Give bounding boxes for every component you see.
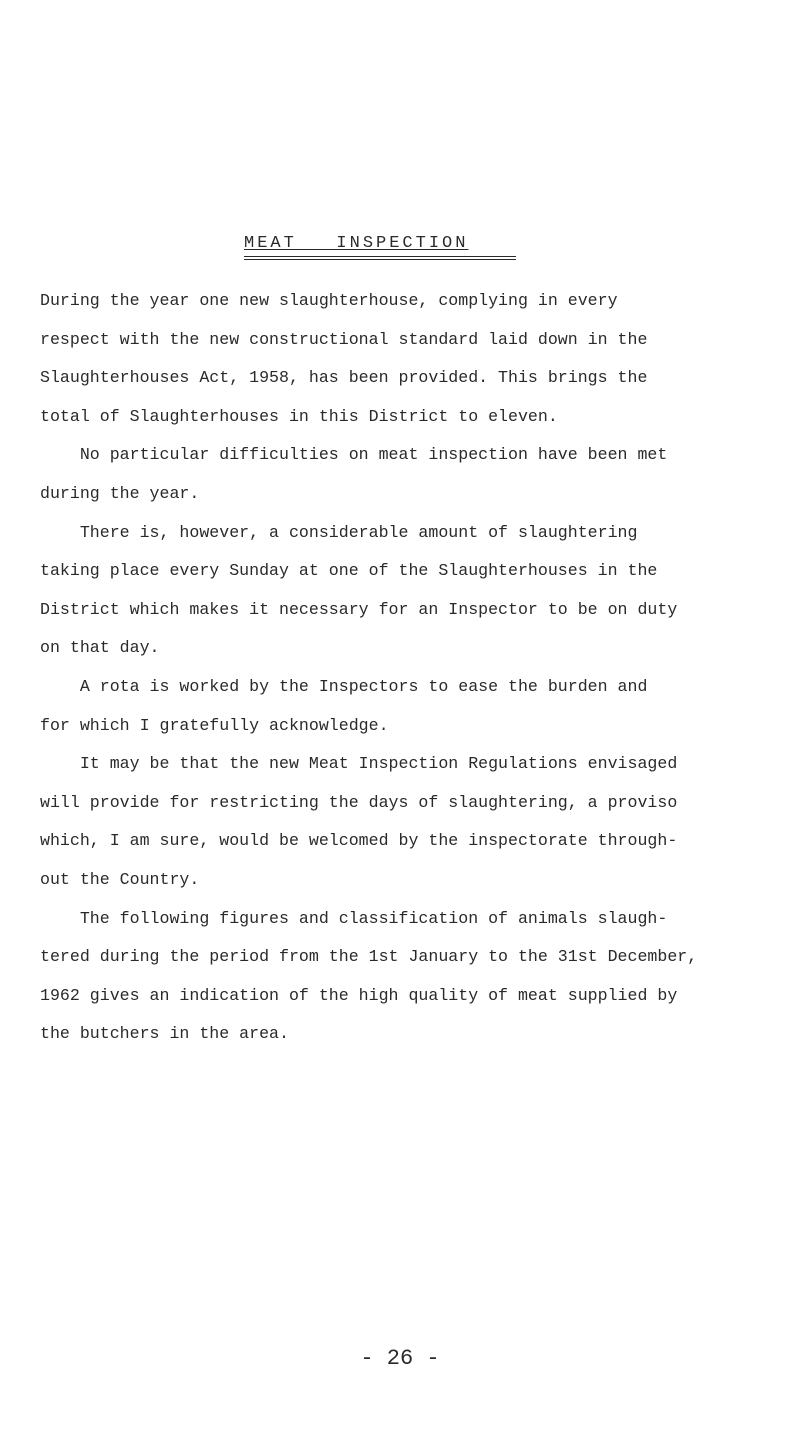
text-line: Slaughterhouses Act, 1958, has been provided. This brings the xyxy=(40,368,648,388)
text-line: for which I gratefully acknowledge. xyxy=(40,715,389,735)
text-line: During the year one new slaughterhouse, complying in every xyxy=(40,291,618,310)
text-line: There is, however, a considerable amount of slaughtering xyxy=(40,522,638,542)
text-line: It may be that the new Meat Inspection Regulations envisaged xyxy=(40,754,678,774)
text-line: tered during the period from the 1st January to the 31st December, xyxy=(40,947,698,967)
text-line: on that day. xyxy=(40,638,160,658)
text-line: District which makes it necessary for an Inspector to be on duty xyxy=(40,599,678,619)
body-text xyxy=(40,282,800,1054)
title-double-underline xyxy=(244,256,516,260)
heading-block xyxy=(244,234,544,260)
text-line: which, I am sure, would be welcomed by the inspectorate through- xyxy=(40,831,678,851)
text-line: taking place every Sunday at one of the Slaughterhouses in the xyxy=(40,561,658,581)
text-line: total of Slaughterhouses in this District to eleven. xyxy=(40,406,558,426)
text-line: A rota is worked by the Inspectors to ease the burden and xyxy=(40,676,648,696)
text-line: the butchers in the area. xyxy=(40,1024,289,1044)
page-number: - 26 - xyxy=(360,1346,440,1371)
text-line: No particular difficulties on meat inspection have been met xyxy=(40,445,668,465)
text-line: out the Country. xyxy=(40,869,200,889)
text-line: during the year. xyxy=(40,483,200,503)
text-line: The following figures and classification of animals slaugh- xyxy=(40,908,668,928)
page-title: MEAT INSPECTION xyxy=(244,234,469,253)
text-line: will provide for restricting the days of slaughtering, a proviso xyxy=(40,792,678,812)
text-line: 1962 gives an indication of the high quality of meat supplied by xyxy=(40,985,678,1005)
text-line: respect with the new constructional standard laid down in the xyxy=(40,329,648,349)
